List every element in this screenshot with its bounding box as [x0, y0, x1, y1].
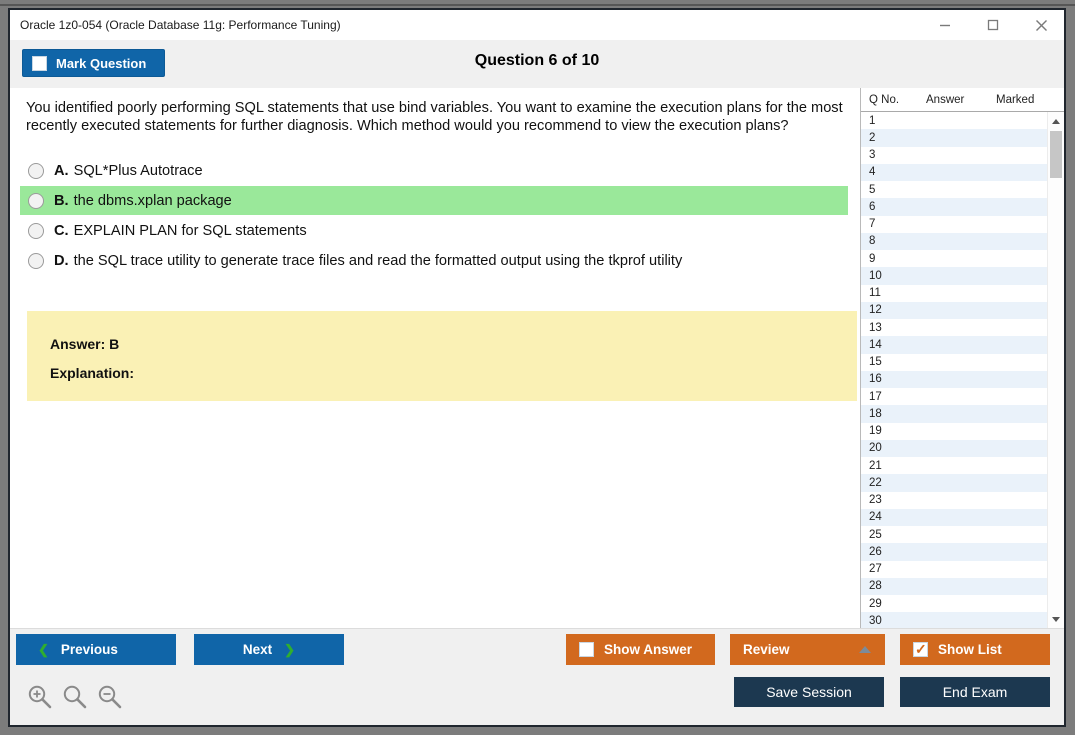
main-area [10, 88, 1064, 628]
question-list-row[interactable] [861, 112, 1047, 129]
question-list-cell-q: 2 [869, 131, 876, 144]
zoom-out-icon [97, 684, 124, 711]
minimize-icon [939, 19, 951, 31]
question-list-cell-q: 23 [869, 494, 882, 507]
question-list-row[interactable] [861, 336, 1047, 353]
review-button[interactable]: Review [730, 634, 885, 665]
option-label: D. the SQL trace utility to generate trace files and read the formatted output using the tkprof utility [54, 252, 683, 269]
question-list-cell-q: 8 [869, 235, 876, 248]
question-list-cell-q: 3 [869, 149, 876, 162]
question-list-cell-q: 5 [869, 183, 876, 196]
scrollbar-thumb[interactable] [1050, 131, 1062, 178]
question-list-row[interactable] [861, 129, 1047, 146]
minimize-button[interactable] [934, 14, 956, 36]
show-list-button[interactable]: ✓ Show List [900, 634, 1050, 665]
show-answer-button[interactable]: Show Answer [566, 634, 715, 665]
question-list-cell-q: 21 [869, 459, 882, 472]
question-list-row[interactable] [861, 405, 1047, 422]
question-list-row[interactable] [861, 526, 1047, 543]
question-list-scrollbar[interactable] [1047, 112, 1064, 628]
magnifier-icon [62, 684, 89, 711]
option-row-d[interactable] [20, 246, 848, 275]
radio-button-icon[interactable] [28, 253, 44, 269]
question-list-cell-q: 11 [869, 287, 881, 300]
question-list-cell-q: 19 [869, 425, 882, 438]
question-list-row[interactable] [861, 457, 1047, 474]
zoom-in-button[interactable] [26, 683, 54, 711]
title-bar [10, 10, 1064, 40]
question-list-cell-q: 26 [869, 545, 882, 558]
close-icon [1035, 19, 1048, 32]
question-list-row[interactable] [861, 543, 1047, 560]
option-label: A. SQL*Plus Autotrace [54, 162, 203, 179]
question-list-row[interactable] [861, 440, 1047, 457]
answer-line: Answer: B [50, 336, 120, 352]
option-row-c[interactable] [20, 216, 848, 245]
question-list-cell-q: 27 [869, 563, 882, 576]
question-list-cell-q: 1 [869, 114, 876, 127]
question-list-row[interactable] [861, 561, 1047, 578]
question-list-cell-q: 15 [869, 356, 882, 369]
question-list-header [861, 88, 1064, 112]
desktop-background-line [0, 4, 1075, 6]
options-list [17, 156, 852, 275]
question-list-row[interactable] [861, 474, 1047, 491]
maximize-icon [987, 19, 999, 31]
bottom-toolbar [10, 628, 1064, 725]
column-qno: Q No. [869, 93, 900, 106]
explanation-line: Explanation: [50, 365, 135, 381]
question-list-cell-q: 29 [869, 597, 882, 610]
question-list-row[interactable] [861, 302, 1047, 319]
caret-up-icon [859, 646, 871, 653]
question-counter: Question 6 of 10 [474, 52, 600, 69]
window-title: Oracle 1z0-054 (Oracle Database 11g: Performance Tuning) [20, 18, 341, 32]
question-list-cell-q: 17 [869, 390, 882, 403]
question-list-cell-q: 12 [869, 304, 882, 317]
next-button[interactable]: Next ❯ [194, 634, 344, 665]
question-list-cell-q: 30 [869, 614, 882, 627]
question-list-row[interactable] [861, 267, 1047, 284]
show-answer-checkbox[interactable] [579, 642, 594, 657]
question-list-row[interactable] [861, 354, 1047, 371]
question-list-row[interactable] [861, 371, 1047, 388]
question-list-cell-q: 16 [869, 373, 882, 386]
question-list-row[interactable] [861, 423, 1047, 440]
chevron-right-icon: ❯ [284, 642, 296, 657]
option-row-a[interactable] [20, 156, 848, 185]
column-marked: Marked [996, 93, 1035, 106]
question-list-row[interactable] [861, 595, 1047, 612]
radio-button-icon[interactable] [28, 163, 44, 179]
save-session-button[interactable]: Save Session [734, 677, 884, 707]
question-list-row[interactable] [861, 509, 1047, 526]
zoom-in-icon [27, 684, 54, 711]
question-list-cell-q: 24 [869, 511, 882, 524]
zoom-reset-button[interactable] [61, 683, 89, 711]
window-controls [934, 14, 1064, 36]
question-list-row[interactable] [861, 250, 1047, 267]
question-list-cell-q: 10 [869, 269, 882, 282]
answer-explanation-box [27, 311, 857, 401]
question-list-cell-q: 13 [869, 321, 882, 334]
question-list-cell-q: 20 [869, 442, 882, 455]
question-panel [10, 88, 860, 628]
mark-question-label: Mark Question [56, 55, 147, 71]
question-list-cell-q: 22 [869, 476, 882, 489]
question-list-cell-q: 9 [869, 252, 876, 265]
scroll-up-icon[interactable] [1048, 113, 1064, 129]
exam-simulator-window [8, 8, 1066, 727]
option-label: B. the dbms.xplan package [54, 192, 232, 209]
close-button[interactable] [1030, 14, 1052, 36]
show-list-checkbox[interactable] [913, 642, 928, 657]
question-list-cell-q: 25 [869, 528, 882, 541]
question-list-row[interactable] [861, 233, 1047, 250]
question-list-cell-q: 7 [869, 218, 876, 231]
question-list-sidebar [860, 88, 1064, 628]
chevron-left-icon: ❮ [38, 642, 49, 657]
question-list-row[interactable] [861, 612, 1047, 628]
question-list-row[interactable] [861, 388, 1047, 405]
question-list-row[interactable] [861, 164, 1047, 181]
question-list-cell-q: 18 [869, 407, 882, 420]
end-exam-button[interactable]: End Exam [900, 677, 1050, 707]
question-list-row[interactable] [861, 285, 1047, 302]
question-list-cell-q: 14 [869, 338, 882, 351]
question-list [861, 112, 1064, 628]
option-row-b[interactable] [20, 186, 848, 215]
zoom-tools [26, 683, 124, 711]
radio-button-icon[interactable] [28, 223, 44, 239]
question-list-row[interactable] [861, 198, 1047, 215]
question-list-row[interactable] [861, 181, 1047, 198]
question-text: You identified poorly performing SQL statements that use bind variables. You want to examine the execution plans for the most recently executed statements for further diagnosis. Which method would you recommend to view the execution plans? [26, 100, 843, 134]
question-list-row[interactable] [861, 319, 1047, 336]
question-list-cell-q: 28 [869, 580, 882, 593]
radio-button-icon[interactable] [28, 193, 44, 209]
top-toolbar [10, 40, 1064, 88]
maximize-button[interactable] [982, 14, 1004, 36]
question-list-row[interactable] [861, 216, 1047, 233]
question-list-row[interactable] [861, 578, 1047, 595]
question-list-cell-q: 6 [869, 200, 876, 213]
question-list-row[interactable] [861, 492, 1047, 509]
question-list-row[interactable] [861, 147, 1047, 164]
column-answer: Answer [926, 93, 965, 106]
question-list-cell-q: 4 [869, 166, 876, 179]
zoom-out-button[interactable] [96, 683, 124, 711]
option-label: C. EXPLAIN PLAN for SQL statements [54, 222, 307, 239]
scroll-down-icon[interactable] [1048, 611, 1064, 627]
previous-button[interactable]: ❮ Previous [16, 634, 176, 665]
